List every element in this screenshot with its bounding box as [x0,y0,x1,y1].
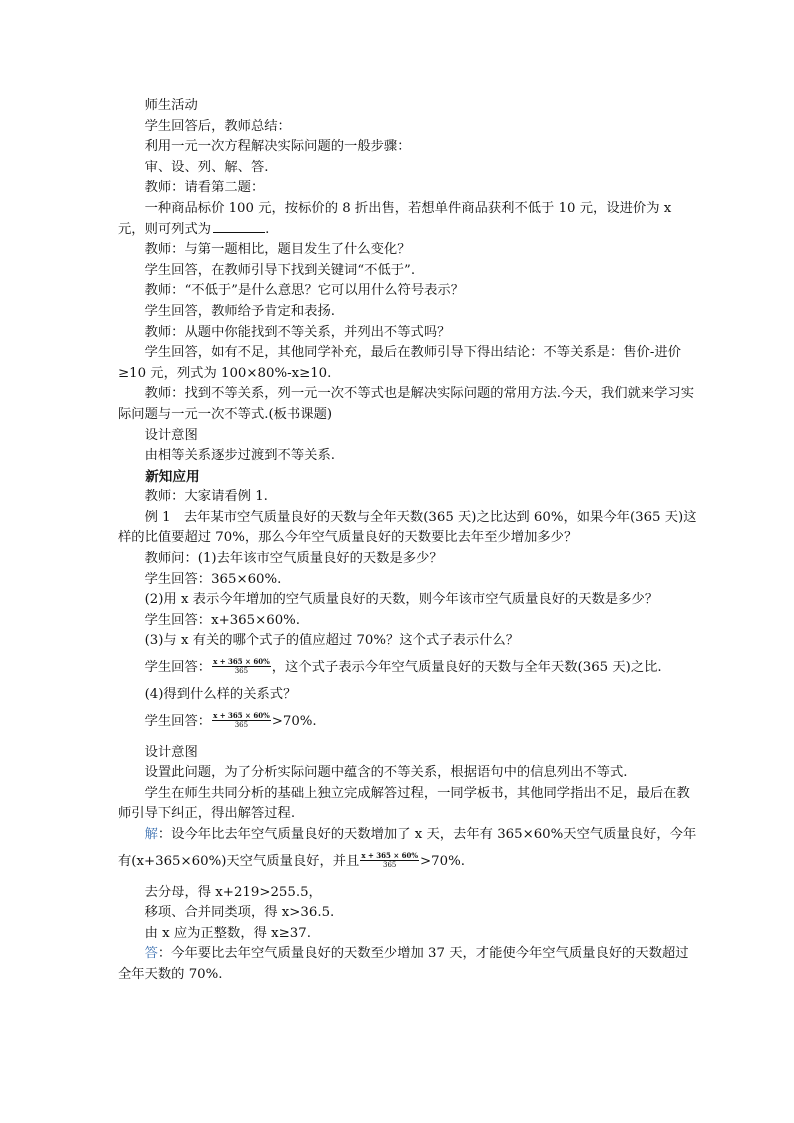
paragraph: 去分母，得 x+219>255.5， [144,884,322,900]
paragraph: 设置此问题，为了分析实际问题中蕴含的不等关系，根据语句中的信息列出不等式. [144,765,628,781]
paragraph: 教师：与第一题相比，题目发生了什么变化？ [144,242,411,258]
paragraph: 由 x 应为正整数，得 x≥37. [144,925,311,941]
problem-text: 一种商品标价 100 元，按标价的 8 折出售，若想单件商品获利不低于 10 元，设进价为 x 元，则可列式为 [118,200,672,237]
paragraph: 学生回答，在教师引导下找到关键词“不低于”. [144,262,416,278]
fraction-numerator: x + 365 × 60% [361,850,419,860]
formula-line: 有(x+365×60%)天空气质量良好，并且 $\frac{x + 365 \times 60\%}{365}$ >70%. [118,850,465,869]
example-paragraph: 例 1 去年某市空气质量良好的天数与全年天数(365 天)之比达到 60%，如果今年(365 天)这样的比值要超过 70%，那么今年空气质量良好的天数要比去年至少增加多少？ [118,509,697,546]
paragraph: 移项、合并同类项，得 x>36.5. [144,905,335,921]
paragraph: 学生回答，如有不足，其他同学补充，最后在教师引导下得出结论：不等关系是：售价-进价≥10 元，列式为 100×80%-x≥10. [118,345,681,381]
paragraph: 由相等关系逐步过渡到不等关系. [144,448,335,464]
section-label: 设计意图 [144,427,198,443]
problem-paragraph: 一种商品标价 100 元，按标价的 8 折出售，若想单件商品获利不低于 10 元，设进价为 x 元，则可列式为 . [118,200,672,237]
paragraph: (2)用 x 表示今年增加的空气质量良好的天数，则今年该市空气质量良好的天数是多少？ [144,592,659,608]
fraction-denominator: 365 [234,667,249,676]
paragraph: 教师：从题中你能找到不等关系，并列出不等式吗？ [144,324,451,340]
paragraph: (4)得到什么样的关系式？ [144,687,297,703]
fraction-denominator: 365 [234,720,249,729]
paragraph: 教师：大家请看例 1. [144,489,268,505]
section-heading: 新知应用 [145,468,200,485]
paragraph: 教师：“不低于”是什么意思？它可以用什么符号表示？ [144,283,465,299]
formula-line: 学生回答： $\frac{x + 365 \times 60\%}{365}$ >70%. [144,710,317,729]
paragraph: 学生回答后，教师总结： [144,118,291,134]
solution-paragraph: 解：设今年比去年空气质量良好的天数增加了 x 天，去年有 365×60%天空气质量良好，今年 [144,827,697,842]
paragraph: (3)与 x 有关的哪个式子的值应超过 70%？这个式子表示什么？ [144,633,519,649]
solution-label: 解 [144,827,158,842]
paragraph: 学生回答，教师给予肯定和表扬. [144,303,335,319]
section-label: 师生活动 [144,98,198,113]
paragraph: 审、设、列、解、答. [144,159,269,175]
fraction [212,657,271,676]
paragraph: 学生在师生共同分析的基础上独立完成解答过程，一同学板书，其他同学指出不足，最后在教师引导下纠正，得出解答过程. [118,785,690,822]
paragraph: 学生回答：365×60%. [144,571,282,587]
fraction-numerator: x + 365 × 60% [213,657,270,667]
document-body [118,96,700,986]
section-label: 设计意图 [144,744,198,760]
paragraph: 教师：找到不等关系，列一元一次不等式也是解决实际问题的常用方法.今天，我们就来学习实际问题与一元一次不等式.(板书课题) [118,386,694,422]
answer-blank [213,220,265,233]
answer-label: 答 [144,946,158,962]
fraction-denominator: 365 [383,860,397,869]
fraction [360,851,419,870]
fraction-numerator: x + 365 × 60% [213,710,270,720]
paragraph: 利用一元一次方程解决实际问题的一般步骤： [144,139,411,155]
answer-paragraph: 答：今年要比去年空气质量良好的天数至少增加 37 天，才能使今年空气质量良好的天数超过全年天数的 70%. [118,946,689,982]
paragraph: 学生回答：x+365×60%. [144,612,301,628]
paragraph: 教师问：(1)去年该市空气质量良好的天数是多少？ [144,551,443,567]
fraction [212,711,271,730]
paragraph: 教师：请看第二题： [144,180,265,196]
formula-line: 学生回答： $\frac{x + 365 \times 60\%}{365}$ ，这个式子表示今年空气质量良好的天数与全年天数(365 天)之比. [144,657,662,676]
